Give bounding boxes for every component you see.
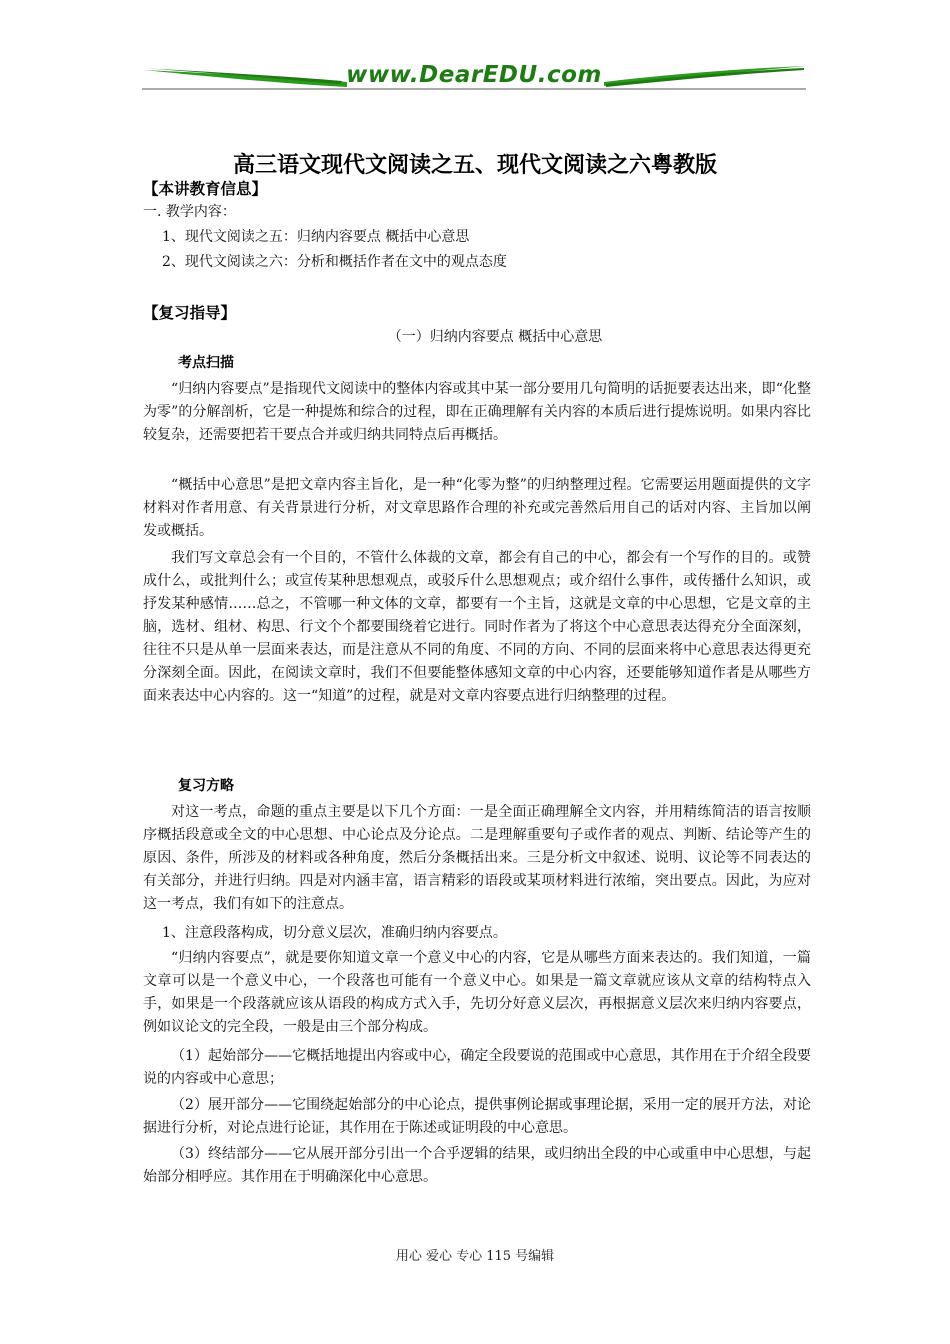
kaodian-heading: 考点扫描 bbox=[178, 355, 234, 371]
structure-part-2: （2）展开部分——它围绕起始部分的中心论点，提供事例论据或事理论据，采用一定的展开方法，对论据进行分析，对论点进行论证，其作用在于陈述或证明段的中心意思。 bbox=[143, 1097, 811, 1136]
header-logo-text: www.DearEDU.com bbox=[346, 62, 602, 88]
kaodian-paragraph-3: 我们写文章总会有一个目的，不管什么体裁的文章，都会有自己的中心，都会有一个写作的目的。或赞成什么，或批判什么；或宣传某种思想观点，或驳斥什么思想观点；或介绍什么事件，或传播什么知识，或抒发某种感情……总之，不管哪一种文体的文章，都要有一个主旨，这就是文章的中心思想，它是文章的主脑，选材、组材、构思、行文个个都要围绕着它进行。同时作者为了将这个中心意思表达得充分全面深刻，往往不只是从单一层面来表达，而是注意从不同的角度、不同的方向、不同的层面来将中心意思表达得更充分深刻全面。因此，在阅读文章时，我们不但要能整体感知文章的中心内容，还要能够知道作者是从哪些方面来表达中心内容的。这一“知道”的过程，就是对文章内容要点进行归纳整理的过程。 bbox=[143, 550, 811, 704]
subsection-title: （一）归纳内容要点 概括中心意思 bbox=[387, 329, 603, 345]
teaching-item-1: 1、现代文阅读之五：归纳内容要点 概括中心意思 bbox=[162, 229, 470, 245]
teaching-item-2: 2、现代文阅读之六：分析和概括作者在文中的观点态度 bbox=[162, 254, 507, 270]
page-footer: 用心 爱心 专心 115 号编辑 bbox=[395, 1249, 555, 1264]
teaching-content-lead: 一. 教学内容： bbox=[143, 204, 236, 220]
structure-part-1: （1）起始部分——它概括地提出内容或中心，确定全段要说的范围或中心意思，其作用在于介绍全段要说的内容或中心意思； bbox=[143, 1048, 811, 1087]
kaodian-paragraph-1: “归纳内容要点”是指现代文阅读中的整体内容或其中某一部分要用几句简明的话扼要表达出来，即“化整为零”的分解剖析，它是一种提炼和综合的过程，即在正确理解有关内容的本质后进行提炼说明。如果内容比较复杂，还需要把若干要点合并或归纳共同特点后再概括。 bbox=[143, 381, 811, 443]
point-1-paragraph: “归纳内容要点”，就是要你知道文章一个意义中心的内容，它是从哪些方面来表达的。我们知道，一篇文章可以是一个意义中心，一个段落也可能有一个意义中心。如果是一篇文章就应该从文章的结构特点入手，如果是一个段落就应该从语段的构成方式入手，先切分好意义层次，再根据意义层次来归纳内容要点，例如议论文的完全段，一般是由三个部分构成。 bbox=[143, 950, 811, 1035]
fuxi-paragraph: 对这一考点，命题的重点主要是以下几个方面：一是全面正确理解全文内容，并用精练简洁的语言按顺序概括段意或全文的中心思想、中心论点及分论点。二是理解重要句子或作者的观点、判断、结论等产生的原因、条件，所涉及的材料或各种角度，然后分条概括出来。三是分析文中叙述、说明、议论等不同表达的有关部分，并进行归纳。四是对内涵丰富，语言精彩的语段或某项材料进行浓缩，突出要点。因此，为应对这一考点，我们有如下的注意点。 bbox=[143, 804, 811, 912]
section-heading-guide: 【复习指导】 bbox=[143, 304, 237, 322]
fuxi-heading: 复习方略 bbox=[178, 778, 234, 794]
point-1-heading: 1、注意段落构成，切分意义层次，准确归纳内容要点。 bbox=[162, 925, 507, 941]
document-title: 高三语文现代文阅读之五、现代文阅读之六粤教版 bbox=[232, 152, 717, 178]
section-heading-info: 【本讲教育信息】 bbox=[143, 180, 268, 198]
kaodian-paragraph-2: “概括中心意思”是把文章内容主旨化，是一种“化零为整”的归纳整理过程。它需要运用题面提供的文字材料对作者用意、有关背景进行分析，对文章思路作合理的补充或完善然后用自己的话对内容、主旨加以阐发或概括。 bbox=[143, 477, 811, 539]
header-banner bbox=[142, 60, 806, 100]
structure-part-3: （3）终结部分——它从展开部分引出一个合乎逻辑的结果，或归纳出全段的中心或重申中心思想，与起始部分相呼应。其作用在于明确深化中心意思。 bbox=[143, 1146, 811, 1185]
